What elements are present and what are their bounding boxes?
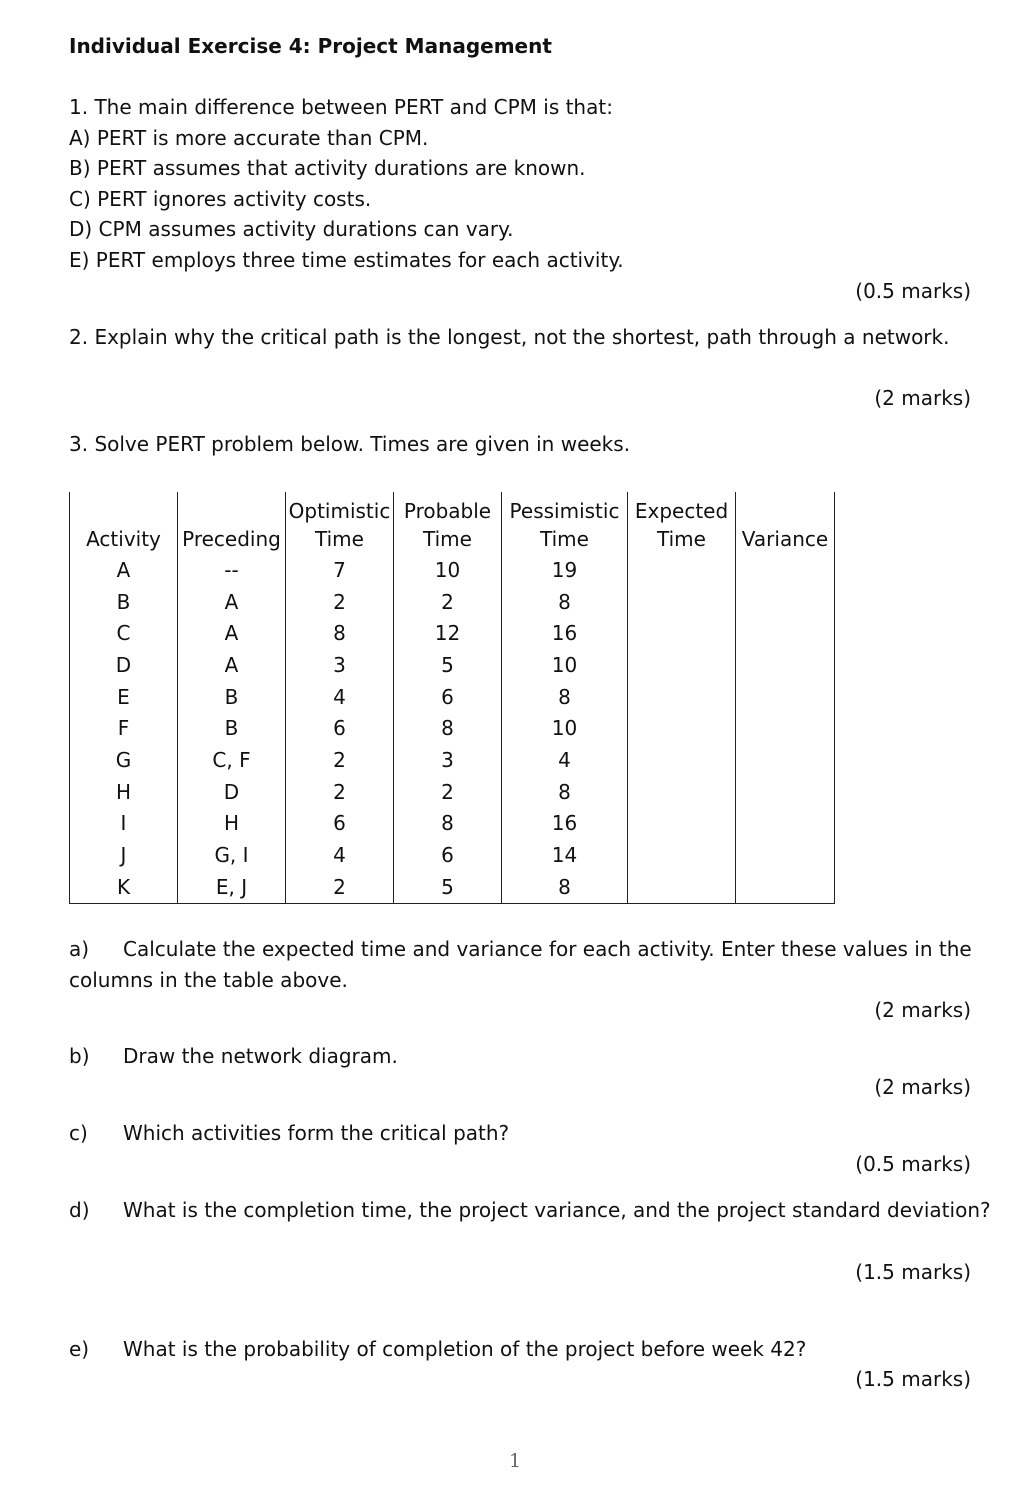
header-cell: Variance <box>736 523 835 554</box>
table-cell <box>628 712 736 744</box>
table-cell <box>736 554 835 586</box>
q1-option-b: B) PERT assumes that activity durations are known. <box>69 156 586 180</box>
table-cell <box>628 586 736 618</box>
table-cell <box>628 617 736 649</box>
table-cell: 6 <box>394 839 502 871</box>
table-cell: -- <box>178 554 286 586</box>
table-cell: G <box>70 744 178 776</box>
part-d-text: What is the completion time, the project variance, and the project standard deviation? <box>123 1198 991 1222</box>
q1-option-e: E) PERT employs three time estimates for each activity. <box>69 248 624 272</box>
q1-option-c: C) PERT ignores activity costs. <box>69 187 372 211</box>
table-cell: B <box>70 586 178 618</box>
table-cell: 4 <box>502 744 628 776</box>
table-cell: E, J <box>178 871 286 903</box>
header-cell: Time <box>502 523 628 554</box>
table-cell <box>628 776 736 808</box>
header-cell: Pessimistic <box>502 492 628 523</box>
table-cell <box>628 808 736 840</box>
header-cell: Activity <box>70 523 178 554</box>
table-cell: 8 <box>502 871 628 903</box>
table-cell: 4 <box>286 839 394 871</box>
table-row <box>70 776 835 808</box>
table-cell <box>628 871 736 903</box>
table-cell: B <box>178 712 286 744</box>
table-cell <box>736 586 835 618</box>
table-cell <box>736 649 835 681</box>
table-cell <box>628 744 736 776</box>
table-cell: G, I <box>178 839 286 871</box>
header-cell: Preceding <box>178 523 286 554</box>
table-cell: E <box>70 681 178 713</box>
table-cell: 8 <box>502 586 628 618</box>
table-row <box>70 871 835 903</box>
header-cell <box>70 492 178 523</box>
q1-marks: (0.5 marks) <box>855 279 971 303</box>
table-cell: 6 <box>286 712 394 744</box>
table-cell: 4 <box>286 681 394 713</box>
q3-question: 3. Solve PERT problem below. Times are given in weeks. <box>69 432 631 456</box>
part-c-marks: (0.5 marks) <box>855 1152 971 1176</box>
table-cell: 14 <box>502 839 628 871</box>
table-cell: B <box>178 681 286 713</box>
table-cell: 2 <box>394 776 502 808</box>
table-cell: 2 <box>286 871 394 903</box>
part-a-text-line2: columns in the table above. <box>69 968 348 992</box>
table-header-row-bottom <box>70 523 835 554</box>
table-cell <box>736 871 835 903</box>
table-cell: 16 <box>502 808 628 840</box>
table-cell: C <box>70 617 178 649</box>
table-cell: 10 <box>502 712 628 744</box>
header-cell: Time <box>628 523 736 554</box>
q2-marks: (2 marks) <box>874 386 971 410</box>
table-cell: H <box>178 808 286 840</box>
table-cell <box>628 681 736 713</box>
table-cell: 19 <box>502 554 628 586</box>
page-number: 1 <box>508 1450 522 1472</box>
table-cell: A <box>178 617 286 649</box>
table-cell: D <box>178 776 286 808</box>
table-cell: H <box>70 776 178 808</box>
table-cell: 16 <box>502 617 628 649</box>
table-cell: 10 <box>502 649 628 681</box>
table-row <box>70 712 835 744</box>
header-cell: Time <box>394 523 502 554</box>
table-cell <box>736 808 835 840</box>
table-cell: 3 <box>286 649 394 681</box>
table-cell: 6 <box>394 681 502 713</box>
table-header-row-top <box>70 492 835 523</box>
table-cell: 8 <box>502 681 628 713</box>
table-cell <box>736 776 835 808</box>
q1-option-d: D) CPM assumes activity durations can vary. <box>69 217 514 241</box>
part-e-marks: (1.5 marks) <box>855 1367 971 1391</box>
part-a-text-line1: Calculate the expected time and variance for each activity. Enter these values in the <box>123 937 972 961</box>
table-cell: 2 <box>286 586 394 618</box>
table-cell: 2 <box>394 586 502 618</box>
header-cell <box>178 492 286 523</box>
table-cell: 8 <box>394 712 502 744</box>
table-cell: 8 <box>502 776 628 808</box>
table-cell: 8 <box>394 808 502 840</box>
q2-question: 2. Explain why the critical path is the longest, not the shortest, path through a network. <box>69 325 950 349</box>
table-cell <box>628 554 736 586</box>
table-cell: 7 <box>286 554 394 586</box>
table-cell: 10 <box>394 554 502 586</box>
part-b-text: Draw the network diagram. <box>123 1044 398 1068</box>
part-d-label: d) <box>69 1198 90 1222</box>
header-cell <box>736 492 835 523</box>
header-cell: Expected <box>628 492 736 523</box>
part-d-marks: (1.5 marks) <box>855 1260 971 1284</box>
part-b-marks: (2 marks) <box>874 1075 971 1099</box>
pert-table <box>69 492 835 904</box>
table-cell: A <box>178 649 286 681</box>
part-c-text: Which activities form the critical path? <box>123 1121 510 1145</box>
table-cell: K <box>70 871 178 903</box>
part-c-label: c) <box>69 1121 88 1145</box>
table-row <box>70 554 835 586</box>
table-cell: J <box>70 839 178 871</box>
table-cell: F <box>70 712 178 744</box>
table-cell <box>628 839 736 871</box>
table-cell: A <box>178 586 286 618</box>
table-cell: I <box>70 808 178 840</box>
part-a-label: a) <box>69 937 90 961</box>
q1-option-a: A) PERT is more accurate than CPM. <box>69 126 429 150</box>
table-row <box>70 839 835 871</box>
table-cell <box>736 744 835 776</box>
table-cell: 8 <box>286 617 394 649</box>
document-title: Individual Exercise 4: Project Management <box>69 34 552 58</box>
q1-question: 1. The main difference between PERT and CPM is that: <box>69 95 613 119</box>
table-row <box>70 808 835 840</box>
part-e-label: e) <box>69 1337 90 1361</box>
header-cell: Optimistic <box>286 492 394 523</box>
header-cell: Probable <box>394 492 502 523</box>
table-row <box>70 649 835 681</box>
table-cell: D <box>70 649 178 681</box>
table-cell: A <box>70 554 178 586</box>
table-row <box>70 586 835 618</box>
part-a-marks: (2 marks) <box>874 998 971 1022</box>
table-row <box>70 744 835 776</box>
table-cell: 2 <box>286 776 394 808</box>
table-cell: 3 <box>394 744 502 776</box>
table-cell: 12 <box>394 617 502 649</box>
table-row <box>70 617 835 649</box>
header-cell: Time <box>286 523 394 554</box>
table-cell: 5 <box>394 649 502 681</box>
part-e-text: What is the probability of completion of the project before week 42? <box>123 1337 807 1361</box>
table-cell: 6 <box>286 808 394 840</box>
table-cell <box>736 617 835 649</box>
table-cell <box>736 681 835 713</box>
table-cell: 5 <box>394 871 502 903</box>
table-cell <box>628 649 736 681</box>
table-cell: C, F <box>178 744 286 776</box>
table-row <box>70 681 835 713</box>
table-cell <box>736 839 835 871</box>
table-cell <box>736 712 835 744</box>
table-cell: 2 <box>286 744 394 776</box>
part-b-label: b) <box>69 1044 90 1068</box>
